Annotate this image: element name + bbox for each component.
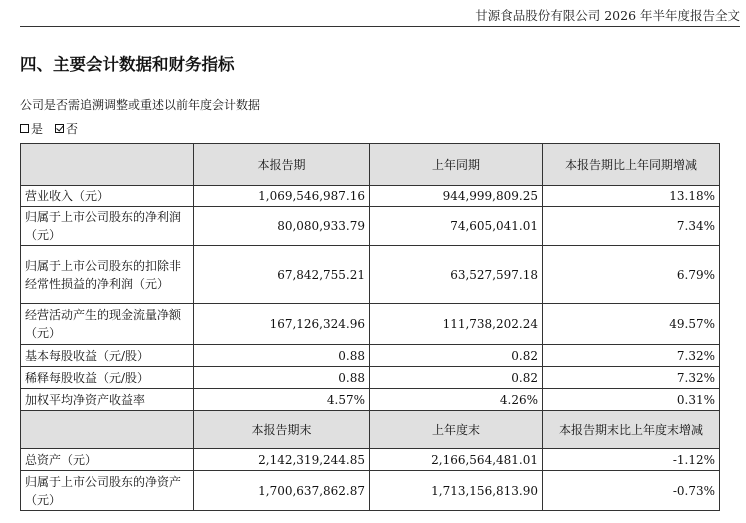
change-value: 0.31% (543, 389, 720, 411)
header-cell: 本报告期 (194, 144, 370, 186)
change-value: -0.73% (543, 471, 720, 511)
table-header-row (21, 144, 720, 186)
restatement-answer (20, 120, 78, 137)
header-cell: 上年度末 (370, 411, 543, 449)
table-row (21, 449, 720, 471)
checkbox-yes-label: 是 (31, 122, 44, 136)
table-row (21, 207, 720, 246)
change-value: -1.12% (543, 449, 720, 471)
prior-value: 74,605,041.01 (370, 207, 543, 246)
change-value: 49.57% (543, 304, 720, 345)
header-cell: 本报告期末比上年度末增减 (543, 411, 720, 449)
row-label: 归属于上市公司股东的扣除非经常性损益的净利润（元） (21, 246, 194, 304)
prior-value: 2,166,564,481.01 (370, 449, 543, 471)
table-row (21, 304, 720, 345)
table-row (21, 389, 720, 411)
row-label: 经营活动产生的现金流量净额（元） (21, 304, 194, 345)
section-title: 四、主要会计数据和财务指标 (20, 55, 235, 74)
row-label: 稀释每股收益（元/股） (21, 367, 194, 389)
header-cell: 本报告期比上年同期增减 (543, 144, 720, 186)
header-cell: 本报告期末 (194, 411, 370, 449)
header-cell (21, 411, 194, 449)
restatement-question: 公司是否需追溯调整或重述以前年度会计数据 (20, 98, 261, 112)
prior-value: 111,738,202.24 (370, 304, 543, 345)
current-value: 80,080,933.79 (194, 207, 370, 246)
change-value: 6.79% (543, 246, 720, 304)
change-value: 7.32% (543, 367, 720, 389)
current-value: 167,126,324.96 (194, 304, 370, 345)
financial-data-table (20, 143, 720, 511)
row-label: 基本每股收益（元/股） (21, 345, 194, 367)
row-label: 归属于上市公司股东的净利润（元） (21, 207, 194, 246)
current-value: 1,069,546,987.16 (194, 186, 370, 207)
current-value: 4.57% (194, 389, 370, 411)
header-cell (21, 144, 194, 186)
header-cell: 上年同期 (370, 144, 543, 186)
prior-value: 1,713,156,813.90 (370, 471, 543, 511)
prior-value: 0.82 (370, 367, 543, 389)
table-row (21, 186, 720, 207)
checkbox-yes[interactable] (20, 124, 29, 133)
current-value: 1,700,637,862.87 (194, 471, 370, 511)
row-label: 加权平均净资产收益率 (21, 389, 194, 411)
table-header-row (21, 411, 720, 449)
row-label: 归属于上市公司股东的净资产（元） (21, 471, 194, 511)
change-value: 7.32% (543, 345, 720, 367)
table-row (21, 345, 720, 367)
report-header-title: 甘源食品股份有限公司 2026 年半年度报告全文 (475, 8, 740, 23)
row-label: 总资产（元） (21, 449, 194, 471)
prior-value: 4.26% (370, 389, 543, 411)
prior-value: 0.82 (370, 345, 543, 367)
checkbox-no[interactable] (55, 124, 64, 133)
change-value: 13.18% (543, 186, 720, 207)
row-label: 营业收入（元） (21, 186, 194, 207)
current-value: 2,142,319,244.85 (194, 449, 370, 471)
table-row (21, 471, 720, 511)
prior-value: 944,999,809.25 (370, 186, 543, 207)
header-rule (20, 26, 740, 27)
table-row (21, 367, 720, 389)
prior-value: 63,527,597.18 (370, 246, 543, 304)
current-value: 0.88 (194, 367, 370, 389)
current-value: 67,842,755.21 (194, 246, 370, 304)
change-value: 7.34% (543, 207, 720, 246)
checkbox-no-label: 否 (66, 122, 79, 136)
current-value: 0.88 (194, 345, 370, 367)
table-row (21, 246, 720, 304)
